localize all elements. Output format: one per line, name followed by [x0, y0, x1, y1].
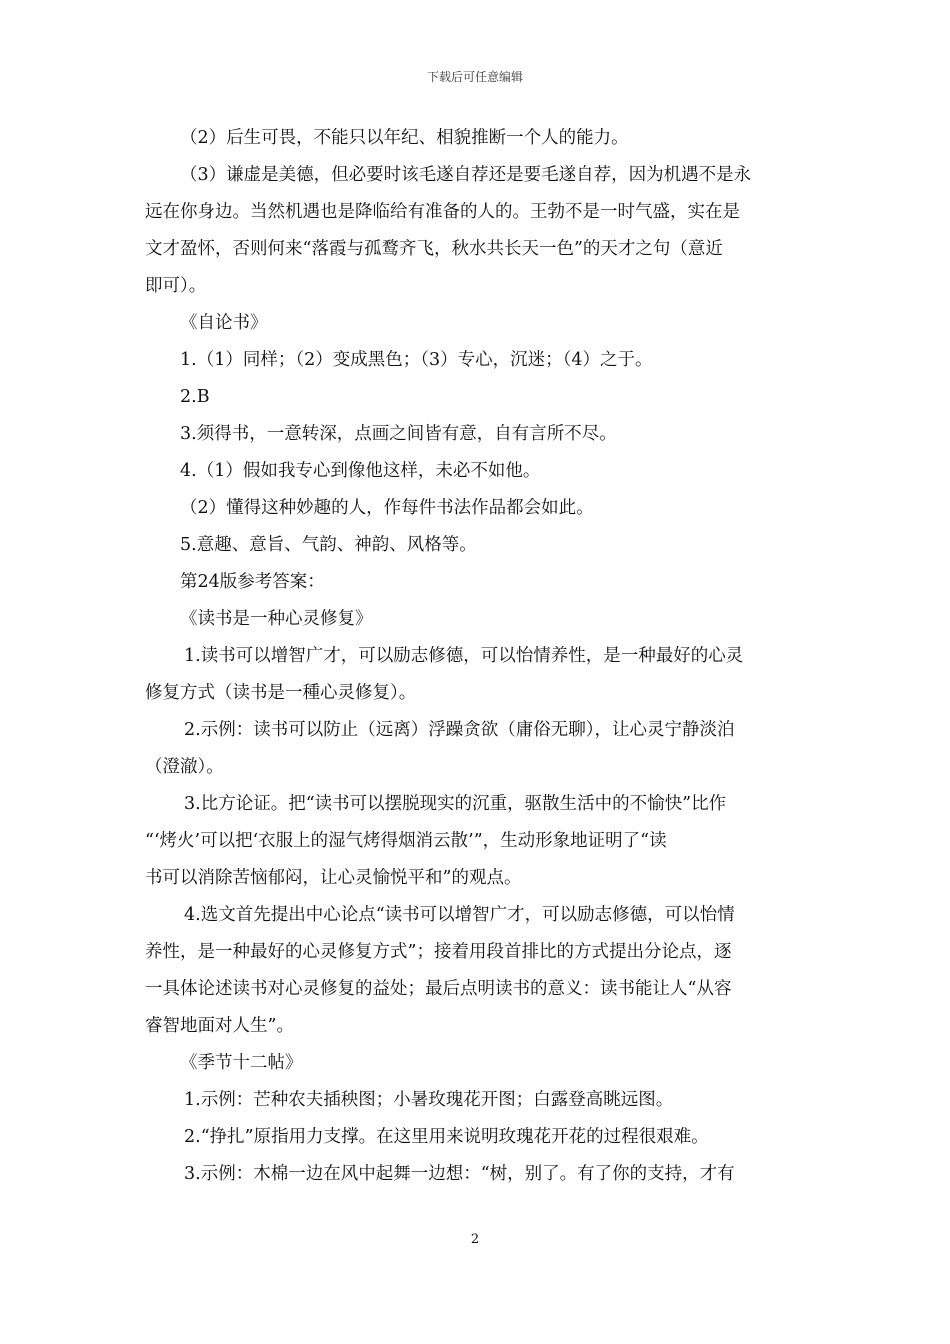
text-line: 2.B — [180, 387, 210, 407]
text-line: 1.示例：芒种农夫插秧图；小暑玫瑰花开图；白露登高眺远图。 — [184, 1090, 674, 1110]
text-line: 远在你身边。当然机遇也是降临给有准备的人的。王勃不是一时气盛，实在是 — [145, 202, 740, 222]
text-line: （2）懂得这种妙趣的人，作每件书法作品都会如此。 — [180, 498, 594, 518]
text-line: 养性，是一种最好的心灵修复方式”；接着用段首排比的方式提出分论点，逐 — [145, 942, 732, 962]
text-line: 4.选文首先提出中心论点“读书可以增智广才，可以励志修德，可以怡情 — [184, 905, 735, 925]
text-line: 5.意趣、意旨、气韵、神韵、风格等。 — [180, 535, 477, 555]
text-line: 《季节十二帖》 — [180, 1053, 303, 1073]
text-line: 《自论书》 — [180, 313, 268, 333]
text-line: 3.比方论证。把“读书可以摆脱现实的沉重，驱散生活中的不愉快”比作 — [184, 794, 727, 814]
text-line: 《读书是一种心灵修复》 — [180, 609, 373, 629]
text-line: 1.（1）同样；（2）变成黑色；（3）专心，沉迷；（4）之于。 — [180, 350, 653, 370]
page-header: 下载后可任意编辑 — [426, 70, 523, 84]
text-line: 文才盈怀，否则何来“落霞与孤鹜齐飞，秋水共长天一色”的天才之句（意近 — [145, 239, 723, 259]
text-line: （澄澈）。 — [145, 757, 224, 777]
text-line: 一具体论述读书对心灵修复的益处；最后点明读书的意义：读书能让人“从容 — [145, 979, 732, 999]
text-line: 第24版参考答案： — [180, 572, 325, 592]
text-line: 3.示例：木棉一边在风中起舞一边想：“树，别了。有了你的支持，才有 — [184, 1164, 735, 1184]
text-line: 3.须得书，一意转深，点画之间皆有意，自有言所不尽。 — [180, 424, 617, 444]
text-line: 4.（1）假如我专心到像他这样，未必不如他。 — [180, 461, 541, 481]
text-line: 即可）。 — [145, 276, 207, 296]
text-line: 睿智地面对人生”。 — [145, 1016, 294, 1036]
text-line: 修复方式（读书是一種心灵修复）。 — [145, 683, 417, 703]
text-line: 2.示例：读书可以防止（远离）浮躁贪欲（庸俗无聊），让心灵宁静淡泊 — [184, 720, 735, 740]
document-body — [145, 120, 810, 1193]
page-number: 2 — [470, 1232, 480, 1247]
text-line: （3）谦虚是美德，但必要时该毛遂自荐还是要毛遂自荐，因为机遇不是永 — [180, 165, 752, 185]
text-line: 书可以消除苦恼郁闷，让心灵愉悦平和”的观点。 — [145, 868, 522, 888]
text-line: （2）后生可畏，不能只以年纪、相貌推断一个人的能力。 — [180, 128, 629, 148]
text-line: “‘烤火’可以把‘衣服上的湿气烤得烟消云散’”，生动形象地证明了“读 — [145, 831, 667, 851]
text-line: 2.“挣扎”原指用力支撑。在这里用来说明玫瑰花开花的过程很艰难。 — [184, 1127, 709, 1147]
text-line: 1.读书可以增智广才，可以励志修德，可以怡情养性，是一种最好的心灵 — [184, 646, 744, 666]
